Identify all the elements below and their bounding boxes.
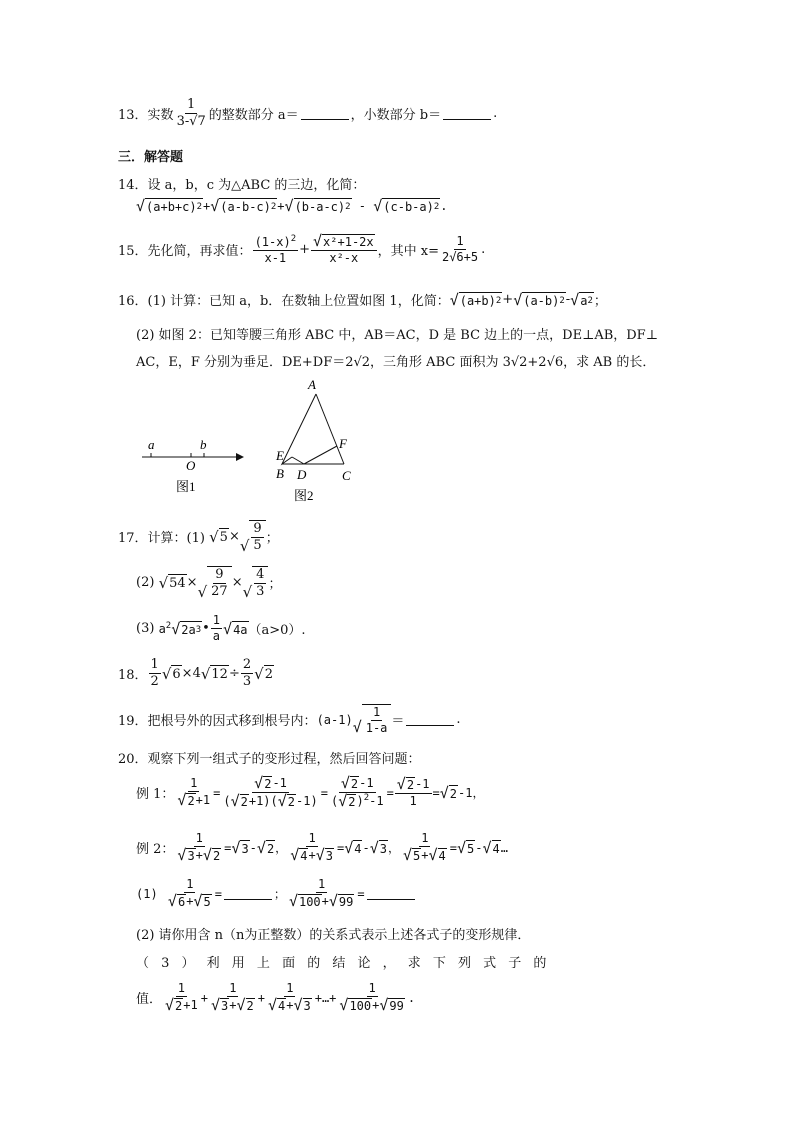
- answer-blank[interactable]: [224, 887, 272, 900]
- question-16-part2b: AC，E，F 分别为垂足．DE+DF＝2√2，三角形 ABC 面积为 3√2+2√6，求 AB 的长．: [136, 355, 656, 370]
- svg-text:O: O: [186, 458, 196, 473]
- answer-blank[interactable]: [367, 887, 415, 900]
- question-20-stem: 20． 观察下列一组式子的变形过程，然后回答问题：: [118, 752, 421, 767]
- question-15: 15． 先化简，再求值： $\frac{(1-x)^2}{x-1}$ + √ x²+1-2x x²-x ，其中 x= $\frac{1}{2√6+5}$ .: [118, 232, 486, 266]
- svg-text:C: C: [342, 468, 351, 483]
- svg-text:B: B: [276, 466, 284, 481]
- svg-text:图1: 图1: [176, 479, 196, 494]
- question-20-part3a: （ 3 ） 利 用 上 面 的 结 论 ， 求 下 列 式 子 的: [136, 956, 551, 971]
- answer-blank[interactable]: [443, 107, 491, 120]
- section-title: 三．解答题: [118, 150, 184, 165]
- svg-text:E: E: [276, 448, 284, 463]
- answer-blank[interactable]: [301, 107, 349, 120]
- question-16-part2a: (2) 如图 2：已知等腰三角形 ABC 中，AB＝AC，D 是 BC 边上的一点，DE⊥AB，DF⊥: [136, 328, 658, 343]
- figures: [136, 378, 366, 508]
- question-13: 13． 实数 $\frac{1}{3-√7}$ 的整数部分 a＝ ，小数部分 b＝ .: [118, 97, 498, 130]
- question-20-example-2: 例 2： 1 √ 3 + √ 2 = √ 3 - √ 2 ， 1 √ 4 + √ 3 = √ 4 - √ 3 ， 1 √ 5 + √ 4 = √ 5 - √ 4 …: [136, 831, 508, 865]
- fraction: $\frac{1}{3-√7}$: [176, 97, 206, 130]
- question-20-part3b: 值． 1 √ 2 +1 + 1 √ 3 + √ 2 + 1 √ 4 + √ 3 +…+ 1 √ 100 + √ 99 .: [136, 981, 416, 1015]
- question-14-expression: √ (a+b+c) 2 + √ (a-b-c) 2 + √ (b-a-c) 2 - √ (c-b-a) 2 .: [136, 197, 448, 215]
- question-18: 18． $\frac{1}{2}$ √ 6 ×4 √ 12 ÷ $\frac{2}{3}$ √ 2: [118, 657, 273, 690]
- svg-text:a: a: [148, 437, 155, 452]
- svg-text:D: D: [297, 467, 307, 482]
- question-17-part1: 17． 计算：(1) √ 5 × √ $\frac{9}{5}$ ；: [118, 521, 279, 555]
- question-20-part2: (2) 请你用含 n（n为正整数）的关系式表示上述各式子的变形规律．: [136, 928, 531, 943]
- question-17-part3: (3) $a^2$ √ 2a 3 • $\frac{1}{a}$ √ 4a （a>0）.: [136, 613, 306, 644]
- svg-text:F: F: [339, 436, 347, 451]
- question-16-part1: 16． (1) 计算：已知 a，b．在数轴上位置如图 1，化简： √ (a+b) 2 + √ (a-b) 2 - √ a 2 ；: [118, 290, 607, 309]
- question-17-part2: (2) √ 54 × √ $\frac{9}{27}$ × √ $\frac{4}{3}$ ；: [136, 567, 282, 601]
- question-20-example-1: 例 1： 1 √ 2 +1 = √ 2 -1 ( √ 2 +1)( √ 2 -1) = √ 2 -1 ( √ 2 )$^2$-1 = √ 2 -1 1 = √ 2 -1，: [136, 774, 485, 811]
- svg-text:图2: 图2: [294, 488, 314, 503]
- question-14-stem: 14． 设 a，b，c 为△ABC 的三边，化简：: [118, 178, 366, 193]
- svg-text:b: b: [200, 437, 207, 452]
- figure-1-number-line: [142, 437, 244, 494]
- figure-2-triangle: [275, 378, 351, 503]
- answer-blank[interactable]: [406, 713, 454, 726]
- question-19: 19． 把根号外的因式移到根号内： (a-1) √ $\frac{1}{1-a}$ ＝ .: [118, 705, 461, 737]
- svg-text:A: A: [308, 378, 316, 392]
- question-20-part1: (1) 1 √ 6 + √ 5 = ； 1 √ 100 + √ 99 =: [136, 878, 417, 909]
